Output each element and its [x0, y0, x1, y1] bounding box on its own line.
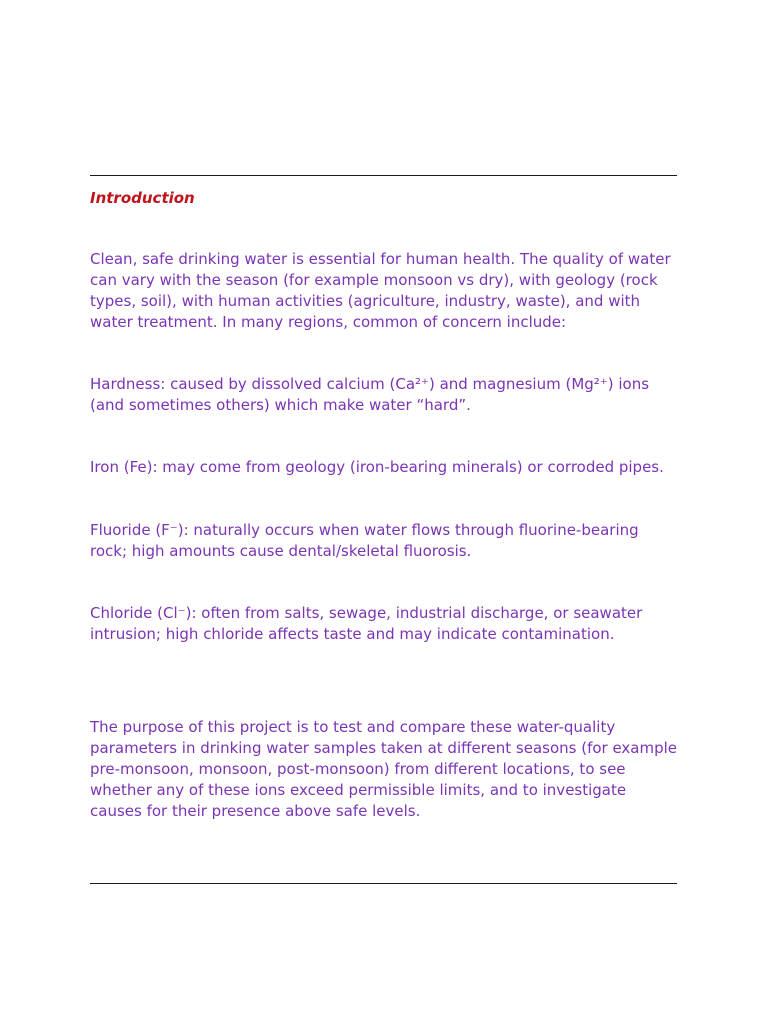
document-page — [90, 0, 678, 1024]
top-divider — [90, 175, 677, 176]
bottom-divider — [90, 883, 677, 884]
iron-paragraph: Iron (Fe): may come from geology (iron-bearing minerals) or corroded pipes. — [90, 458, 664, 476]
section-heading: Introduction — [90, 189, 195, 207]
purpose-paragraph: The purpose of this project is to test and compare these water-quality parameters in drinking water samples taken at different seasons (for example pre-monsoon, monsoon, post-monsoon) from different locations, to see whether any of these ions exceed permissible limits, and to investigate causes for their presence above safe levels. — [90, 718, 678, 820]
intro-paragraph: Clean, safe drinking water is essential for human health. The quality of water can vary with the season (for example monsoon vs dry), with geology (rock types, soil), with human activities (agriculture, industry, waste), and with water treatment. In many regions, common of concern include: — [90, 250, 671, 331]
chloride-paragraph: Chloride (Cl⁻): often from salts, sewage, industrial discharge, or seawater intrusion; high chloride affects taste and may indicate contamination. — [90, 604, 643, 643]
fluoride-paragraph: Fluoride (F⁻): naturally occurs when water flows through fluorine-bearing rock; high amounts cause dental/skeletal fluorosis. — [90, 521, 639, 560]
hardness-paragraph: Hardness: caused by dissolved calcium (Ca²⁺) and magnesium (Mg²⁺) ions (and sometimes others) which make water “hard”. — [90, 375, 650, 414]
